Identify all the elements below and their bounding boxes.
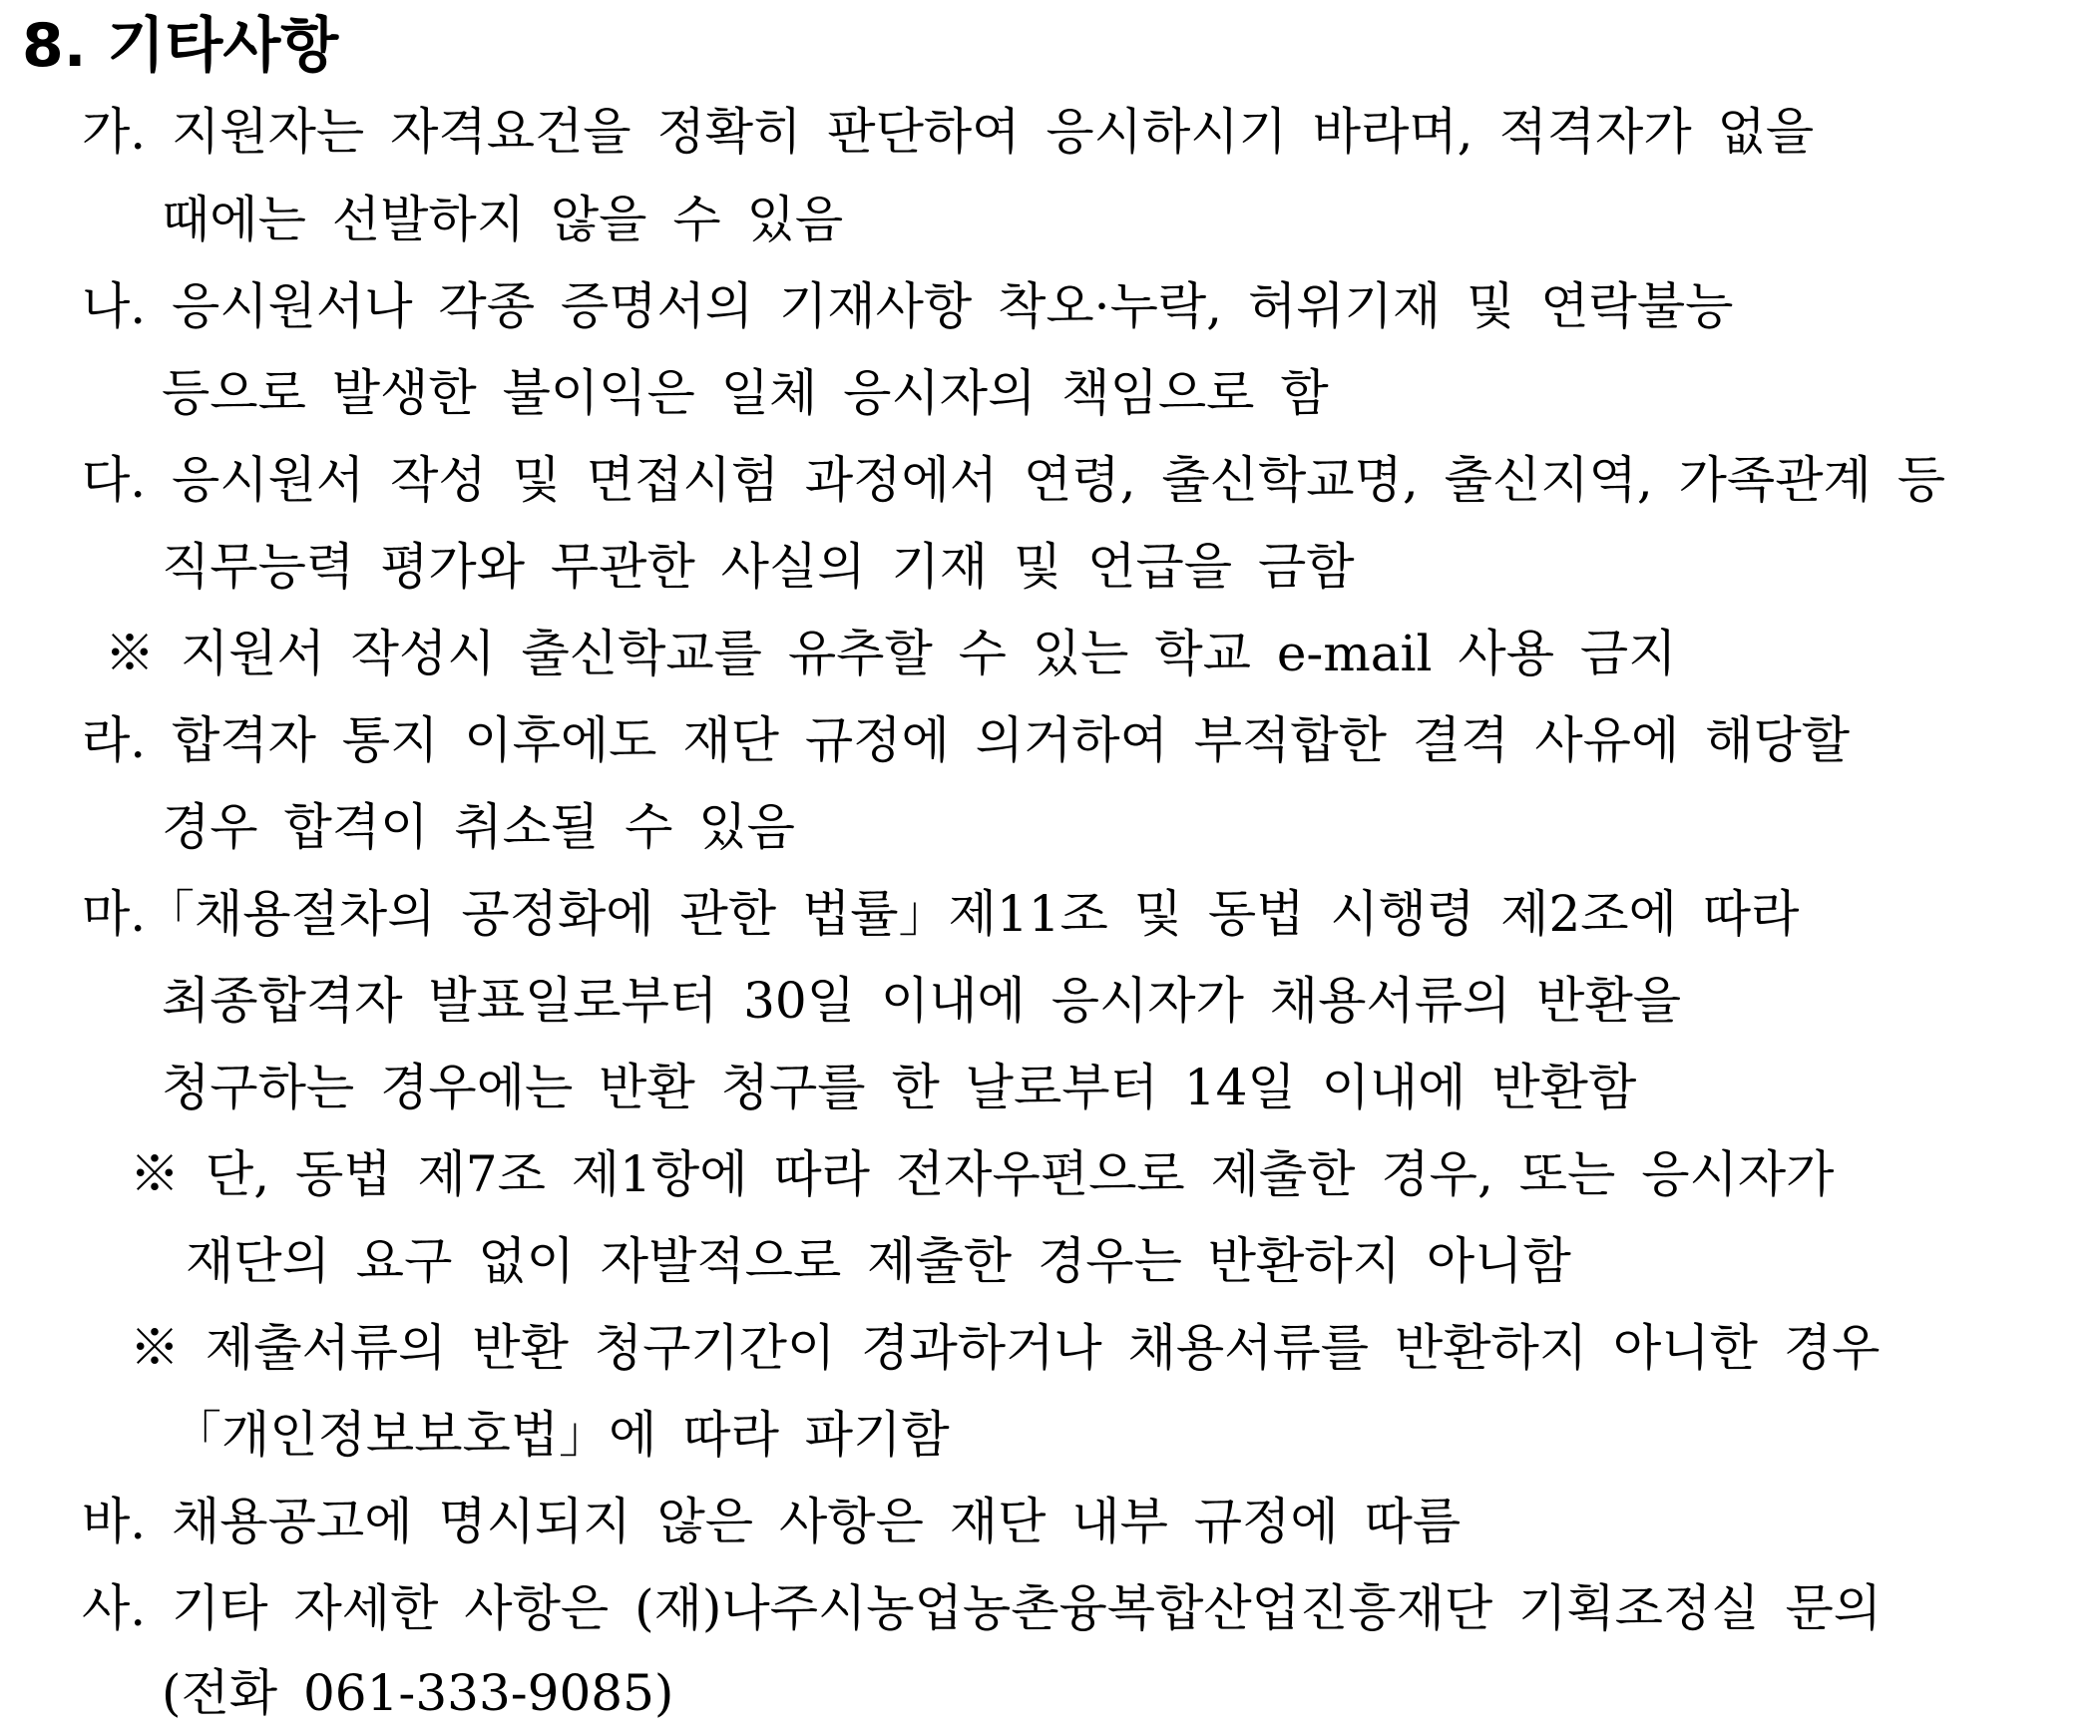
item-ma-note-2-line-1: ※ 제출서류의 반환 청구기간이 경과하거나 채용서류를 반환하지 아니한 경우: [130, 1319, 1881, 1377]
item-ra-line-1: 합격자 통지 이후에도 재단 규정에 의거하여 부적합한 결격 사유에 해당할: [172, 711, 1851, 769]
item-marker-da: 다.: [82, 451, 147, 509]
item-ra-line-2: 경우 합격이 취소될 수 있음: [162, 798, 795, 856]
item-marker-ra: 라.: [82, 711, 147, 769]
item-ma-line-3: 청구하는 경우에는 반환 청구를 한 날로부터 14일 이내에 반환함: [162, 1059, 1637, 1116]
item-marker-ba: 바.: [82, 1493, 147, 1550]
item-sa-line-2: (전화 061-333-9085): [162, 1664, 674, 1722]
item-ma-line-1: 「채용절차의 공정화에 관한 법률」제11조 및 동법 시행령 제2조에 따라: [145, 885, 1800, 943]
item-marker-ga: 가.: [82, 103, 147, 161]
item-ba-line-1: 채용공고에 명시되지 않은 사항은 재단 내부 규정에 따름: [172, 1493, 1462, 1550]
item-ma-note-1-line-2: 재단의 요구 없이 자발적으로 제출한 경우는 반환하지 아니함: [186, 1232, 1571, 1290]
section-heading: 8. 기타사항: [22, 11, 339, 81]
item-ga-line-1: 지원자는 자격요건을 정확히 판단하여 응시하시기 바라며, 적격자가 없을: [172, 103, 1815, 161]
item-na-line-2: 등으로 발생한 불이익은 일체 응시자의 책임으로 함: [162, 364, 1329, 422]
item-ma-note-2-line-2: 「개인정보보호법」에 따라 파기함: [172, 1406, 950, 1464]
item-da-line-1: 응시원서 작성 및 면접시험 과정에서 연령, 출신학교명, 출신지역, 가족관계 등: [172, 451, 1946, 509]
item-sa-line-1: 기타 자세한 사항은 (재)나주시농업농촌융복합산업진흥재단 기획조정실 문의: [172, 1579, 1883, 1637]
item-ga-line-2: 때에는 선발하지 않을 수 있음: [162, 191, 844, 248]
item-marker-na: 나.: [82, 277, 147, 335]
item-da-note: ※ 지원서 작성시 출신학교를 유추할 수 있는 학교 e-mail 사용 금지: [105, 625, 1677, 682]
item-na-line-1: 응시원서나 각종 증명서의 기재사항 착오·누락, 허위기재 및 연락불능: [172, 277, 1734, 335]
item-marker-sa: 사.: [82, 1579, 147, 1637]
item-marker-ma: 마.: [82, 885, 147, 943]
item-ma-line-2: 최종합격자 발표일로부터 30일 이내에 응시자가 채용서류의 반환을: [162, 972, 1682, 1030]
item-da-line-2: 직무능력 평가와 무관한 사실의 기재 및 언급을 금함: [162, 538, 1355, 596]
item-ma-note-1-line-1: ※ 단, 동법 제7조 제1항에 따라 전자우편으로 제출한 경우, 또는 응시자가: [130, 1145, 1835, 1203]
